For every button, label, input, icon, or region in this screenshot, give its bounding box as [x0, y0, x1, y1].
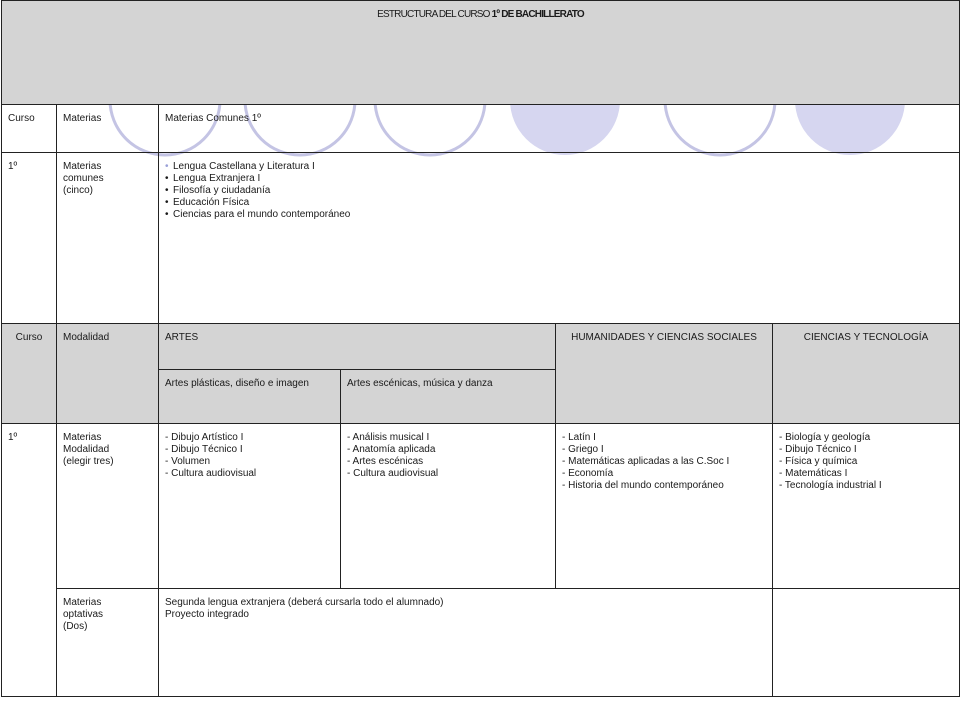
header-artes-escenicas: Artes escénicas, música y danza: [341, 370, 556, 424]
list-item: - Matemáticas aplicadas a las C.Soc I: [562, 456, 730, 467]
list-item: - Latín I: [562, 432, 596, 443]
list-item: - Dibujo Técnico I: [165, 444, 243, 455]
list-item: • Ciencias para el mundo contemporáneo: [165, 209, 953, 221]
comunes-list-cell: [159, 153, 960, 324]
header-ciencias-tecnologia: CIENCIAS Y TECNOLOGÍA: [773, 324, 960, 424]
list-item: - Dibujo Técnico I: [779, 444, 857, 455]
list-item: - Tecnología industrial I: [779, 480, 882, 491]
list-item: - Volumen: [165, 456, 211, 467]
artes-escenicas-subjects: [341, 424, 556, 589]
list-item: - Dibujo Artístico I: [165, 432, 244, 443]
humanidades-list: [562, 432, 766, 492]
list-item: • Lengua Castellana y Literatura I: [165, 161, 953, 173]
comunes-list: [165, 161, 953, 221]
list-item: - Análisis musical I: [347, 432, 430, 443]
list-item: - Física y química: [779, 456, 858, 467]
comunes-label: Materias comunes (cinco): [57, 153, 159, 324]
list-item: - Griego I: [562, 444, 604, 455]
optativas-subjects: Segunda lengua extranjera (deberá cursarla todo el alumnado) Proyecto integrado: [159, 589, 773, 697]
artes-plasticas-list: [165, 432, 334, 480]
header-humanidades: HUMANIDADES Y CIENCIAS SOCIALES: [556, 324, 773, 424]
humanidades-subjects: [556, 424, 773, 589]
header-artes: ARTES: [159, 324, 556, 370]
optativas-label: Materias optativas (Dos): [57, 589, 159, 697]
list-item: - Historia del mundo contemporáneo: [562, 480, 724, 491]
list-item: - Anatomía aplicada: [347, 444, 436, 455]
artes-plasticas-subjects: [159, 424, 341, 589]
title-bold: 1º DE BACHILLERATO: [491, 9, 584, 20]
title-normal: ESTRUCTURA DEL CURSO: [377, 9, 492, 20]
header-artes-plasticas: Artes plásticas, diseño e imagen: [159, 370, 341, 424]
list-item: - Biología y geología: [779, 432, 871, 443]
modalidad-header-modalidad: Modalidad: [57, 324, 159, 424]
artes-escenicas-list: [347, 432, 549, 480]
header-curso: Curso: [2, 105, 57, 153]
list-item: • Lengua Extranjera I: [165, 173, 953, 185]
list-item: - Cultura audiovisual: [165, 468, 257, 479]
optativas-empty-cell: [773, 589, 960, 697]
modalidad-label: Materias Modalidad (elegir tres): [57, 424, 159, 589]
list-item: - Matemáticas I: [779, 468, 848, 479]
modalidad-curso: 1º: [2, 424, 57, 697]
list-item: • Filosofía y ciudadanía: [165, 185, 953, 197]
course-structure-table: [1, 0, 960, 697]
comunes-curso: 1º: [2, 153, 57, 324]
header-materias-comunes: Materias Comunes 1º: [159, 105, 960, 153]
list-item: - Artes escénicas: [347, 456, 424, 467]
ciencias-list: [779, 432, 953, 492]
header-materias: Materias: [57, 105, 159, 153]
list-item: - Cultura audiovisual: [347, 468, 439, 479]
modalidad-header-curso: Curso: [2, 324, 57, 424]
ciencias-subjects: [773, 424, 960, 589]
page-title: [2, 1, 960, 105]
list-item: • Educación Física: [165, 197, 953, 209]
list-item: - Economía: [562, 468, 614, 479]
